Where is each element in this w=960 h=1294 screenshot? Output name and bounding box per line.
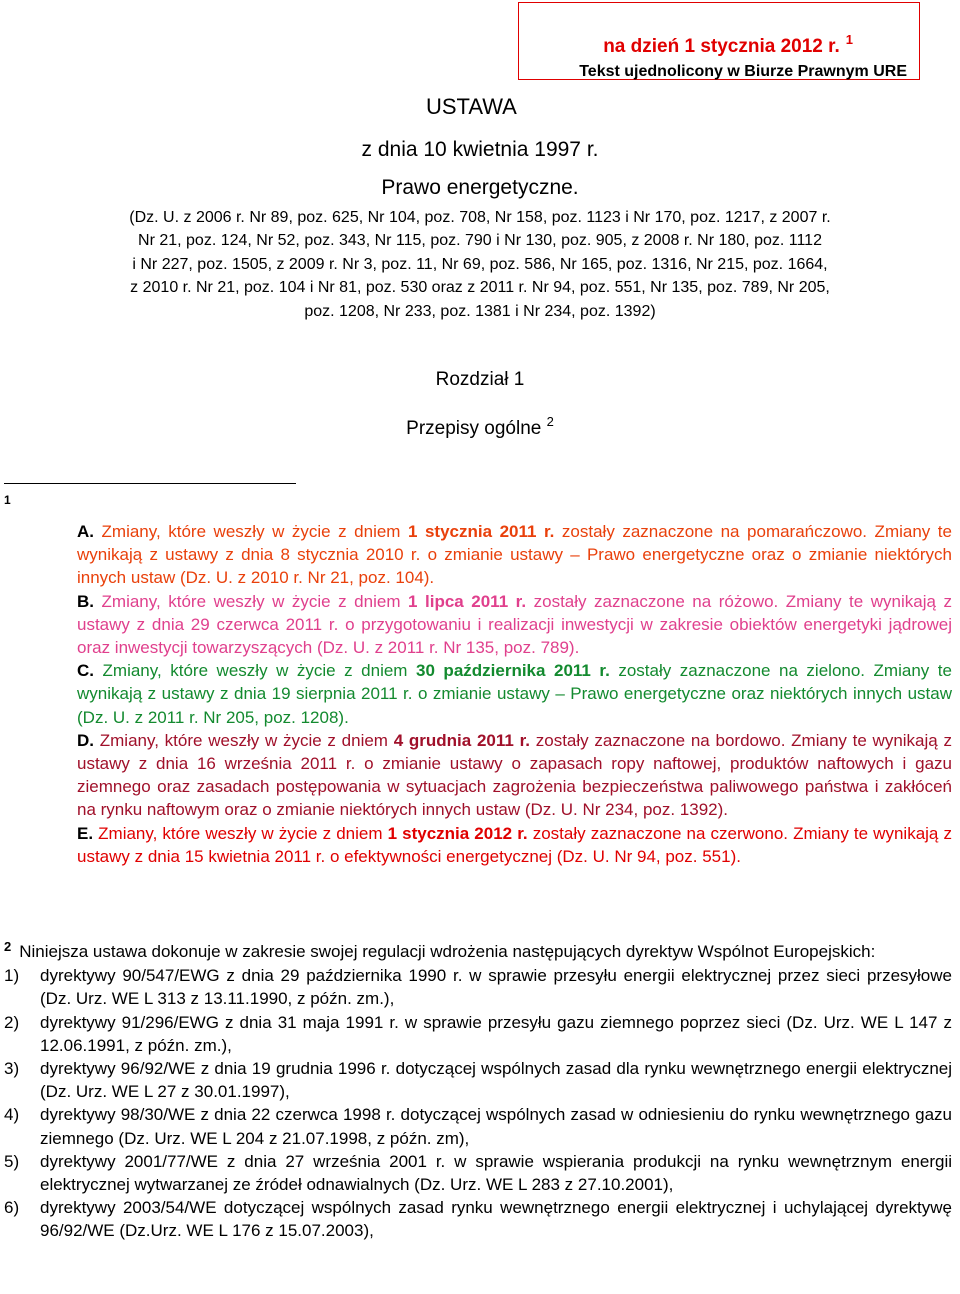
journal-line: (Dz. U. z 2006 r. Nr 89, poz. 625, Nr 104, poz. 708, Nr 158, poz. 1123 i Nr 170, poz. 1217, z 2007 r. [129,209,831,226]
footnote-2-mark: 2 [4,939,12,954]
journal-line: poz. 1208, Nr 233, poz. 1381 i Nr 234, poz. 1392) [304,302,656,320]
footnote-1-D: D. Zmiany, które weszły w życie z dniem 4 grudnia 2011 r. zostały zaznaczone na bordowo. Zmiany te wynikają z ustawy z dnia 16 września 2011 r. o zmianie ustawy o zapasach ropy naftowej, produktów naftowych i gazu ziemnego oraz zasadach postępowania w sytuacjach zagrożenia bezpieczeństwa paliwowego państwa i zakłóceń na rynku naftowym oraz o zmianie niektórych innych ustaw (Dz. U. Nr 234, poz. 1392). [77,730,952,820]
journal-references [0,206,960,323]
footnote-1-A: A. Zmiany, które weszły w życie z dniem 1 stycznia 2011 r. zostały zaznaczone na pomarańczowo. Zmiany te wynikają z ustawy z dnia 8 stycznia 2010 r. o zmianie ustawy – Prawo energetyczne oraz o zmianie niektórych innych ustaw (Dz. U. z 2010 r. Nr 21, poz. 104). [77,522,952,588]
stamp-note: Tekst ujednolicony w Biurze Prawnym URE [579,63,907,80]
footnote-2 [4,940,952,1243]
consolidation-stamp [518,2,920,80]
journal-line: z 2010 r. Nr 21, poz. 104 i Nr 81, poz. 530 oraz z 2011 r. Nr 94, poz. 551, Nr 135, poz. 789, Nr 205, [130,279,830,297]
footnote-1-B: B. Zmiany, które weszły w życie z dniem 1 lipca 2011 r. zostały zaznaczone na różowo. Zmiany te wynikają z ustawy z dnia 29 czerwca 2011 r. o przygotowaniu i realizacji inwestycji w zakresie obiektów energetyki jądrowej oraz inwestycji towarzyszących (Dz. U. z 2011 r. Nr 135, poz. 789). [77,591,952,658]
footnote-2-intro: $^2$ Niniejsza ustawa dokonuje w zakresie swojej regulacji wdrożenia następujących dyrektyw Wspólnot Europejskich: [4,939,876,961]
list-item: 5) dyrektywy 2001/77/WE z dnia 27 września 2001 r. w sprawie wspierania produkcji na rynku wewnętrznym energii elektrycznej wytwarzanej ze źródeł odnawialnych (Dz. Urz. WE L 283 z 27.10.2001), [4,1151,952,1195]
footnote-1-mark: 1 [4,493,11,507]
act-type: USTAWA [426,94,517,119]
footnote-ref-1[interactable]: 1 [845,32,853,47]
list-item: 6) dyrektywy 2003/54/WE dotyczącej wspólnych zasad rynku wewnętrznego energii elektrycznej i uchylającej dyrektywę 96/92/WE (Dz.Urz. WE L 176 z 15.07.2003), [4,1198,952,1241]
footnote-1-E: E. Zmiany, które weszły w życie z dniem 1 stycznia 2012 r. zostały zaznaczone na czerwono. Zmiany te wynikają z ustawy z dnia 15 kwietnia 2011 r. o efektywności energetycznej (Dz. U. Nr 94, poz. 551). [77,823,952,866]
chapter-title: Rozdział 1 [435,369,525,390]
footnote-ref-2[interactable]: 2 [546,414,554,429]
act-date: z dnia 10 kwietnia 1997 r. [361,138,599,161]
footnote-1-C: C. Zmiany, które weszły w życie z dniem 30 października 2011 r. zostały zaznaczone na zielono. Zmiany te wynikają z ustawy z dnia 19 sierpnia 2011 r. o zmianie ustawy – Prawo energetyczne oraz niektórych innych ustaw (Dz. U. z 2011 r. Nr 205, poz. 1208). [77,661,952,727]
footnote-separator [4,483,296,484]
journal-line: i Nr 227, poz. 1505, z 2009 r. Nr 3, poz. 11, Nr 69, poz. 586, Nr 165, poz. 1316, Nr 215, poz. 1664, [132,255,828,273]
stamp-date: na dzień 1 stycznia 2012 r. $^1$ [603,32,853,57]
chapter-subtitle: Przepisy ogólne $^2$ [406,414,554,439]
list-item: 3) dyrektywy 96/92/WE z dnia 19 grudnia 1996 r. dotyczącej wspólnych zasad dla rynku wewnętrznego energii elektrycznej (Dz. Urz. WE L 27 z 30.01.1997), [4,1059,952,1102]
list-item: 4) dyrektywy 98/30/WE z dnia 22 czerwca 1998 r. dotyczącej wspólnych zasad w odniesieniu do rynku wewnętrznego gazu ziemnego (Dz. Urz. WE L 204 z 21.07.1998, z późn. zm), [4,1105,952,1148]
list-item: 1) dyrektywy 90/547/EWG z dnia 29 października 1990 r. w sprawie przesyłu energii elektrycznej przez sieci przesyłowe (Dz. Urz. WE L 313 z 13.11.1990, z późn. zm.), [4,966,952,1009]
act-name: Prawo energetyczne. [381,176,579,199]
journal-line: Nr 21, poz. 124, Nr 52, poz. 343, Nr 115, poz. 790 i Nr 130, poz. 905, z 2008 r. Nr 180, poz. 1112 [138,232,822,250]
directive-list [4,964,952,1242]
list-item: 2) dyrektywy 91/296/EWG z dnia 31 maja 1991 r. w sprawie przesyłu gazu ziemnego poprzez sieci (Dz. Urz. WE L 147 z 12.06.1991, z późn. zm.), [4,1012,952,1055]
footnote-1 [4,520,952,868]
